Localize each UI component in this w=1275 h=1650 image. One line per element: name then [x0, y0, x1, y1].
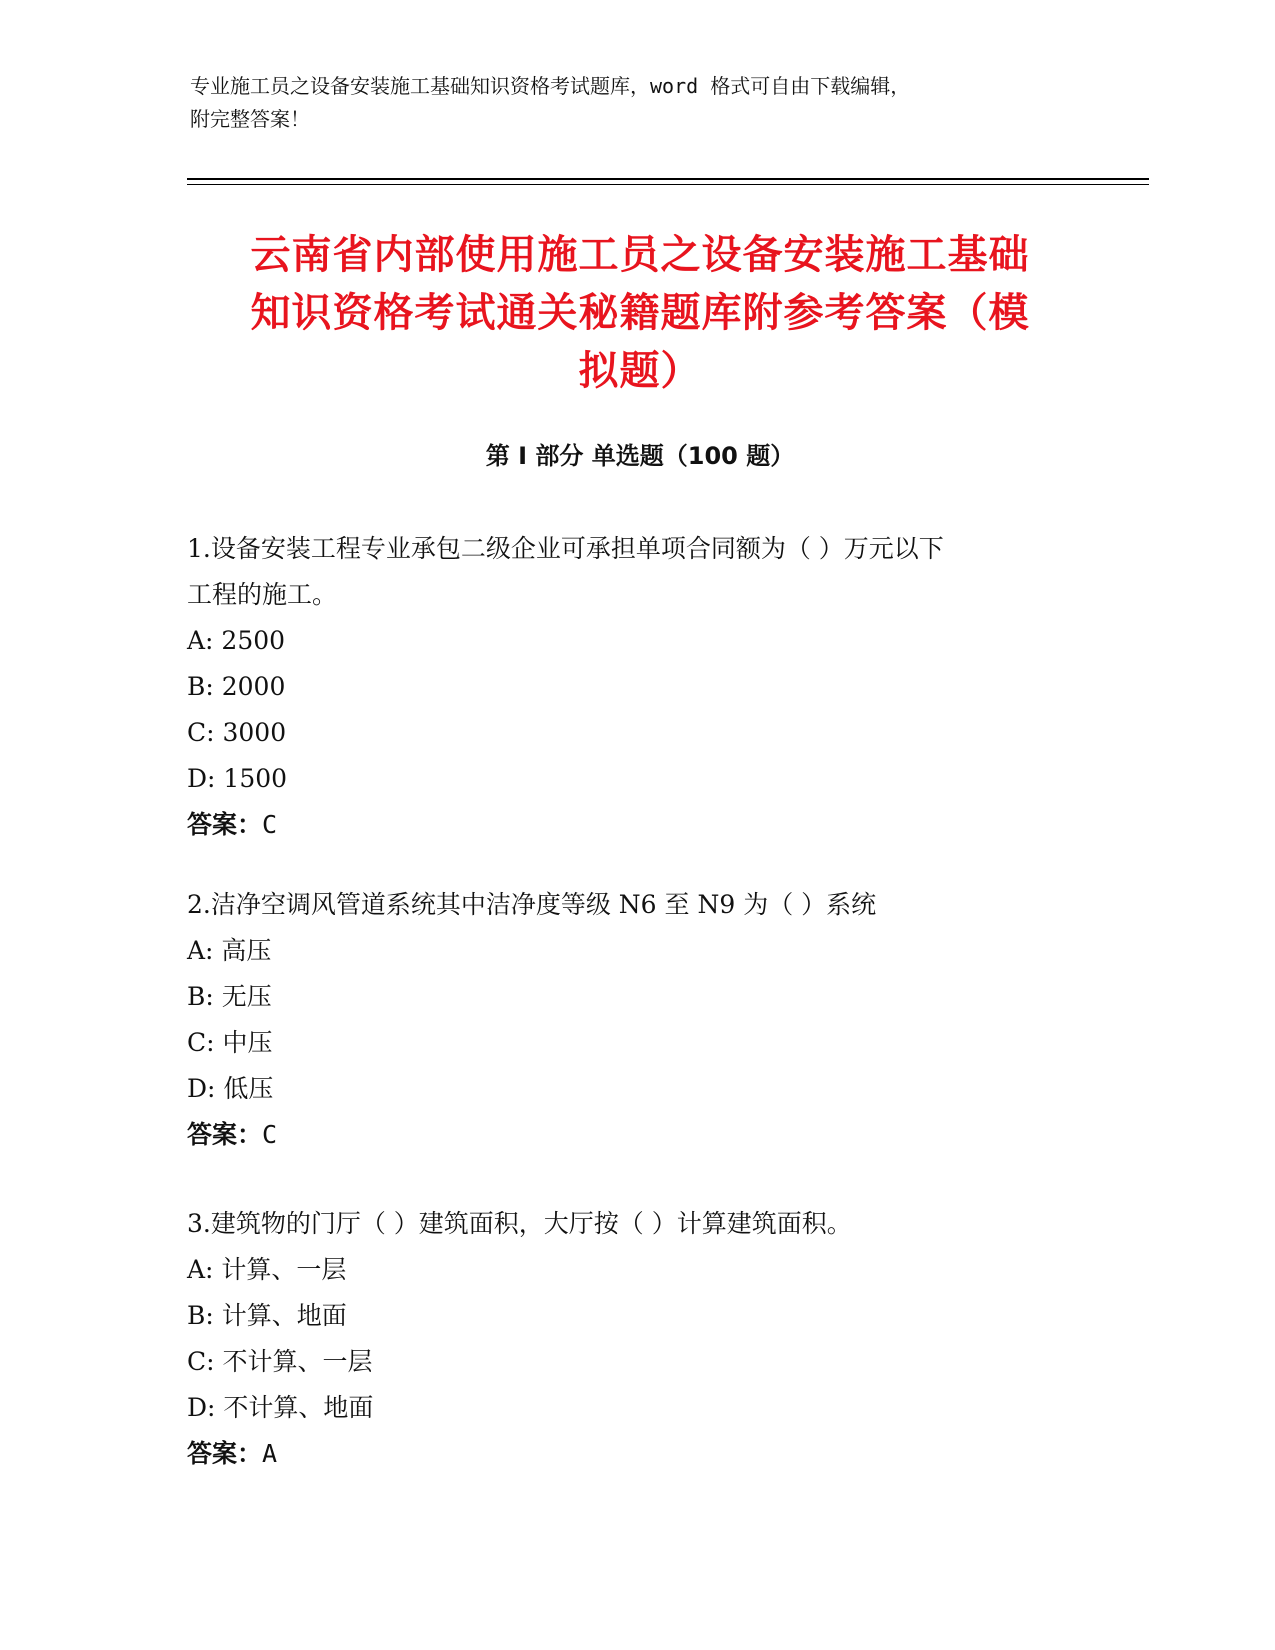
answer-value: A — [262, 1439, 278, 1468]
question-item — [187, 882, 1097, 1158]
answer-value: C — [262, 1120, 278, 1149]
option-a: A: 高压 — [187, 936, 272, 965]
option-b: B: 2000 — [187, 672, 286, 701]
title-line: 拟题） — [578, 348, 702, 394]
option-a: A: 2500 — [187, 626, 286, 655]
option-a: A: 计算、一层 — [187, 1255, 347, 1284]
option-c: C: 中压 — [187, 1028, 273, 1057]
question-stem: 2.洁净空调风管道系统其中洁净度等级 N6 至 N9 为（ ）系统 — [187, 890, 877, 919]
title-line: 知识资格考试通关秘籍题库附参考答案（模 — [250, 290, 1030, 336]
option-b: B: 计算、地面 — [187, 1301, 347, 1330]
option-c: C: 3000 — [187, 718, 287, 747]
header-divider-thin — [187, 184, 1149, 185]
option-d: D: 1500 — [187, 764, 288, 793]
question-stem: 3.建筑物的门厅（ ）建筑面积，大厅按（ ）计算建筑面积。 — [187, 1209, 852, 1238]
answer-line — [187, 1431, 1097, 1477]
header-note-line: 专业施工员之设备安装施工基础知识资格考试题库，word 格式可自由下载编辑， — [190, 74, 911, 98]
answer-label: 答案： — [187, 1120, 263, 1149]
option-d: D: 不计算、地面 — [187, 1393, 374, 1422]
question-item — [187, 1201, 1097, 1477]
document-title — [190, 226, 1090, 400]
answer-line — [187, 1112, 1097, 1158]
answer-value: C — [262, 810, 278, 839]
option-b: B: 无压 — [187, 982, 272, 1011]
answer-line — [187, 802, 1097, 848]
question-stem: 1.设备安装工程专业承包二级企业可承担单项合同额为（ ）万元以下 — [187, 534, 944, 563]
question-stem: 工程的施工。 — [187, 580, 338, 609]
title-line: 云南省内部使用施工员之设备安装施工基础 — [250, 232, 1030, 278]
header-divider-thick — [187, 178, 1149, 180]
option-d: D: 低压 — [187, 1074, 274, 1103]
answer-label: 答案： — [187, 810, 263, 839]
header-note — [190, 70, 1090, 136]
section-title: 第 I 部分 单选题（100 题） — [485, 442, 795, 470]
header-note-line: 附完整答案！ — [190, 107, 310, 131]
option-c: C: 不计算、一层 — [187, 1347, 373, 1376]
answer-label: 答案： — [187, 1439, 263, 1468]
question-item — [187, 526, 1097, 848]
